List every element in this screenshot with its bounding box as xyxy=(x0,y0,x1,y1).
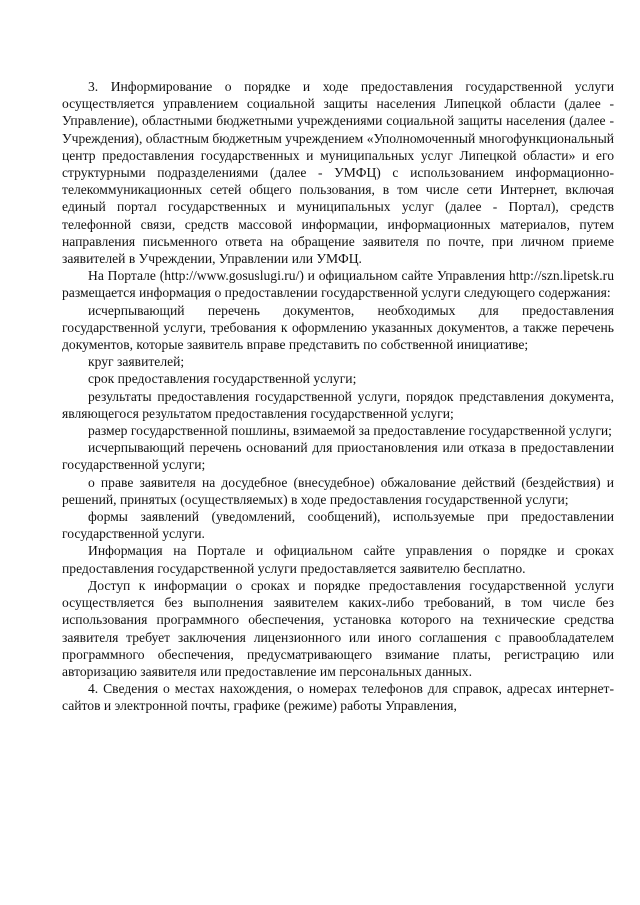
list-item-documents: исчерпывающий перечень документов, необходимых для предоставления государственной услуги, требования к оформлению указанных документов, а также перечень документов, которые заявитель вправе представить по собственной инициативе; xyxy=(62,302,614,353)
list-item-applicants: круг заявителей; xyxy=(88,354,185,370)
paragraph-portal-info: На Портале (http://www.gosuslugi.ru/) и официальном сайте Управления http://szn.lipetsk.ru размещается информация о предоставлении государственной услуги следующего содержания: xyxy=(62,268,614,301)
list-item-refusal-grounds: исчерпывающий перечень оснований для приостановления или отказа в предоставлении государственной услуги; xyxy=(62,440,614,473)
paragraph-informing-procedure: 3. Информирование о порядке и ходе предоставления государственной услуги осуществляется управлением социальной защиты населения Липецкой области (далее - Управление), областными бюджетными учреждениями социальной защиты населения (далее - Учреждения), областным бюджетным учреждением «Уполномоченный многофункциональный центр предоставления государственных и муниципальных услуг Липецкой области» и его структурными подразделениями (далее - УМФЦ) с использованием информационно-телекоммуникационных сетей общего пользования, в том числе сети Интернет, включая единый портал государственных и муниципальных услуг (далее - Портал), средств телефонной связи, средств массовой информации, информационных материалов, путем направления письменного ответа на обращение заявителя по почте, при личном приеме заявителей в Учреждении, Управлении или УМФЦ. xyxy=(62,79,614,267)
list-item-term: срок предоставления государственной услуги; xyxy=(88,371,357,387)
paragraph-access: Доступ к информации о сроках и порядке предоставления государственной услуги осуществляется без выполнения заявителем каких-либо требований, в том числе без использования программного обеспечения, установка которого на технические средства заявителя требует заключения лицензионного или иного соглашения с правообладателем программного обеспечения, предусматривающего взимание платы, регистрацию или авторизацию заявителя или предоставление им персональных данных. xyxy=(62,577,614,679)
list-item-fee: размер государственной пошлины, взимаемой за предоставление государственной услуги; xyxy=(88,423,612,439)
paragraph-free-info: Информация на Портале и официальном сайте управления о порядке и сроках предоставления государственной услуги предоставляется заявителю бесплатно. xyxy=(62,543,614,576)
paragraph-locations: 4. Сведения о местах нахождения, о номерах телефонов для справок, адресах интернет-сайтов и электронной почты, графике (режиме) работы Управления, xyxy=(62,681,614,714)
list-item-results: результаты предоставления государственной услуги, порядок представления документа, являющегося результатом предоставления государственной услуги; xyxy=(62,388,614,421)
list-item-forms: формы заявлений (уведомлений, сообщений), используемые при предоставлении государственной услуги. xyxy=(62,509,614,542)
list-item-appeal-right: о праве заявителя на досудебное (внесудебное) обжалование действий (бездействия) и решений, принятых (осуществляемых) в ходе предоставления государственной услуги; xyxy=(62,474,614,507)
